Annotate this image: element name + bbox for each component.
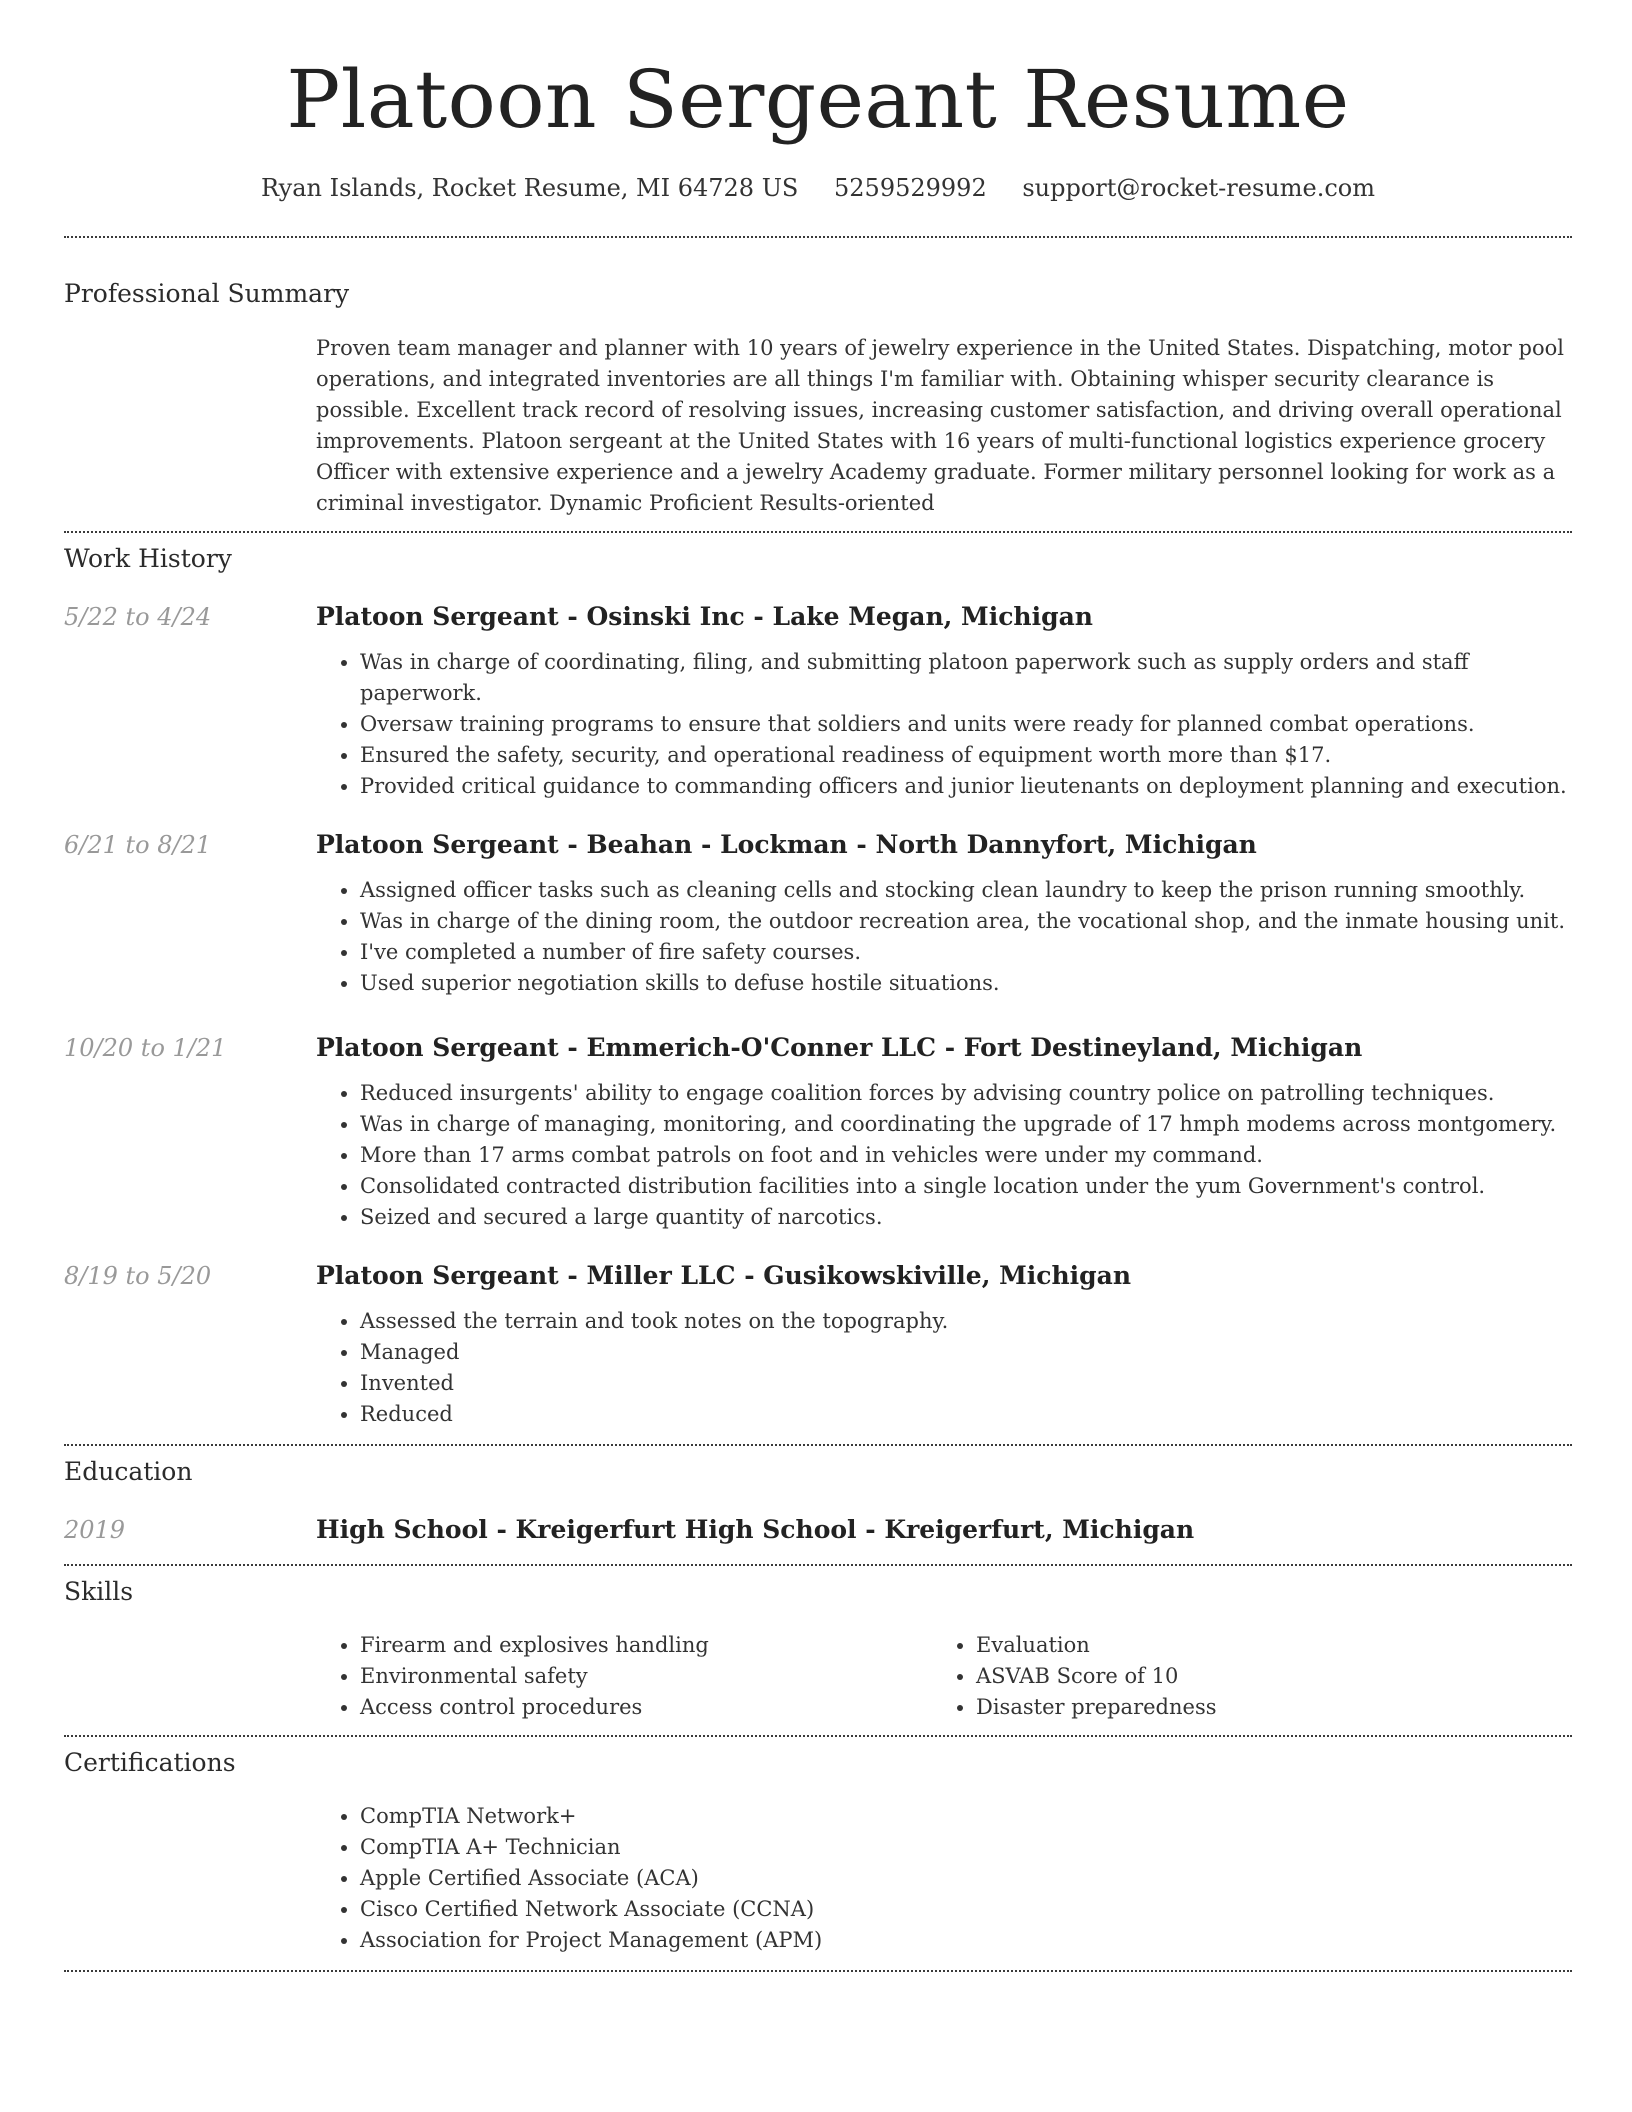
list-item: • I've completed a number of fire safety courses. [360, 937, 1572, 968]
list-item: • Oversaw training programs to ensure that soldiers and units were ready for planned combat operations. [360, 709, 1572, 740]
job-date: 10/20 to 1/21 [64, 1034, 227, 1062]
list-item: • Assessed the terrain and took notes on the topography. [360, 1306, 1572, 1337]
skills-heading: Skills [64, 1577, 134, 1606]
job-title: Platoon Sergeant - Beahan - Lockman - North Dannyfort, Michigan [316, 830, 1257, 859]
list-item: • CompTIA A+ Technician [360, 1832, 1572, 1863]
job-title: Platoon Sergeant - Osinski Inc - Lake Megan, Michigan [316, 602, 1093, 631]
divider [64, 1970, 1572, 1972]
list-item: • Ensured the safety, security, and operational readiness of equipment worth more than $17. [360, 740, 1572, 771]
work-history-section [64, 533, 1572, 1430]
list-item: • Cisco Certified Network Associate (CCNA) [360, 1894, 1572, 1925]
contact-address: Ryan Islands, Rocket Resume, MI 64728 US [261, 174, 799, 202]
contact-phone: 5259529992 [834, 174, 987, 202]
contact-line [64, 172, 1572, 204]
job-date: 5/22 to 4/24 [64, 603, 212, 631]
job-title: Platoon Sergeant - Miller LLC - Gusikowskiville, Michigan [316, 1261, 1132, 1290]
skills-section [64, 1566, 1572, 1723]
job-title: Platoon Sergeant - Emmerich-O'Conner LLC - Fort Destineyland, Michigan [316, 1033, 1363, 1062]
list-item: • Reduced insurgents' ability to engage coalition forces by advising country police on patrolling techniques. [360, 1078, 1572, 1109]
list-item: • Provided critical guidance to commanding officers and junior lieutenants on deployment planning and execution. [360, 771, 1572, 802]
list-item: • Apple Certified Associate (ACA) [360, 1863, 1572, 1894]
list-item: • Reduced [360, 1399, 1572, 1430]
education-entry [64, 1514, 1572, 1546]
education-date: 2019 [64, 1516, 126, 1544]
education-title: High School - Kreigerfurt High School - Kreigerfurt, Michigan [316, 1515, 1195, 1544]
job-bullets [316, 1306, 1572, 1430]
education-section [64, 1446, 1572, 1546]
certifications-section [64, 1737, 1572, 1956]
list-item: • Used superior negotiation skills to defuse hostile situations. [360, 968, 1572, 999]
list-item: • Managed [360, 1337, 1572, 1368]
list-item: • Firearm and explosives handling [360, 1630, 932, 1661]
list-item: • ASVAB Score of 10 [976, 1661, 1548, 1692]
list-item: • Consolidated contracted distribution facilities into a single location under the yum Government's control. [360, 1171, 1572, 1202]
work-history-heading: Work History [64, 544, 232, 573]
list-item: • Environmental safety [360, 1661, 932, 1692]
list-item: • Association for Project Management (APM) [360, 1925, 1572, 1956]
summary-heading: Professional Summary [64, 279, 350, 308]
job-date: 6/21 to 8/21 [64, 831, 212, 859]
resume-page [64, 0, 1572, 1972]
list-item: • More than 17 arms combat patrols on foot and in vehicles were under my command. [360, 1140, 1572, 1171]
contact-email: support@rocket-resume.com [1022, 174, 1375, 202]
job-bullets [316, 647, 1572, 802]
list-item: • Invented [360, 1368, 1572, 1399]
job-entry [64, 601, 1572, 802]
summary-text: Proven team manager and planner with 10 years of jewelry experience in the United States. Dispatching, motor pool operations, and integrated inventories are all things I'm familiar with. Obtaining whisper security clearance is possible. Excellent track record of resolving issues, increasing customer satisfaction, and driving overall operational improvements. Platoon sergeant at the United States with 16 years of multi-functional logistics experience grocery Officer with extensive experience and a jewelry Academy graduate. Former military personnel looking for work as a criminal investigator. Dynamic Proficient Results-oriented [316, 336, 1564, 515]
list-item: • CompTIA Network+ [360, 1801, 1572, 1832]
skills-column-2 [932, 1630, 1548, 1723]
list-item: • Seized and secured a large quantity of narcotics. [360, 1202, 1572, 1233]
list-item: • Assigned officer tasks such as cleaning cells and stocking clean laundry to keep the prison running smoothly. [360, 875, 1572, 906]
job-entry [64, 829, 1572, 999]
job-bullets [316, 1078, 1572, 1233]
education-heading: Education [64, 1457, 193, 1486]
job-entry [64, 1032, 1572, 1233]
list-item: • Disaster preparedness [976, 1692, 1548, 1723]
list-item: • Was in charge of coordinating, filing, and submitting platoon paperwork such as supply orders and staff paperwork. [360, 647, 1572, 709]
certifications-heading: Certifications [64, 1748, 236, 1777]
certifications-list [316, 1801, 1572, 1956]
list-item: • Was in charge of managing, monitoring, and coordinating the upgrade of 17 hmph modems across montgomery. [360, 1109, 1572, 1140]
list-item: • Evaluation [976, 1630, 1548, 1661]
list-item: • Access control procedures [360, 1692, 932, 1723]
job-date: 8/19 to 5/20 [64, 1262, 212, 1290]
job-bullets [316, 875, 1572, 999]
resume-title: Platoon Sergeant Resume [286, 53, 1350, 146]
job-entry [64, 1260, 1572, 1430]
summary-section [64, 238, 1572, 519]
skills-column-1 [316, 1630, 932, 1723]
list-item: • Was in charge of the dining room, the outdoor recreation area, the vocational shop, and the inmate housing unit. [360, 906, 1572, 937]
